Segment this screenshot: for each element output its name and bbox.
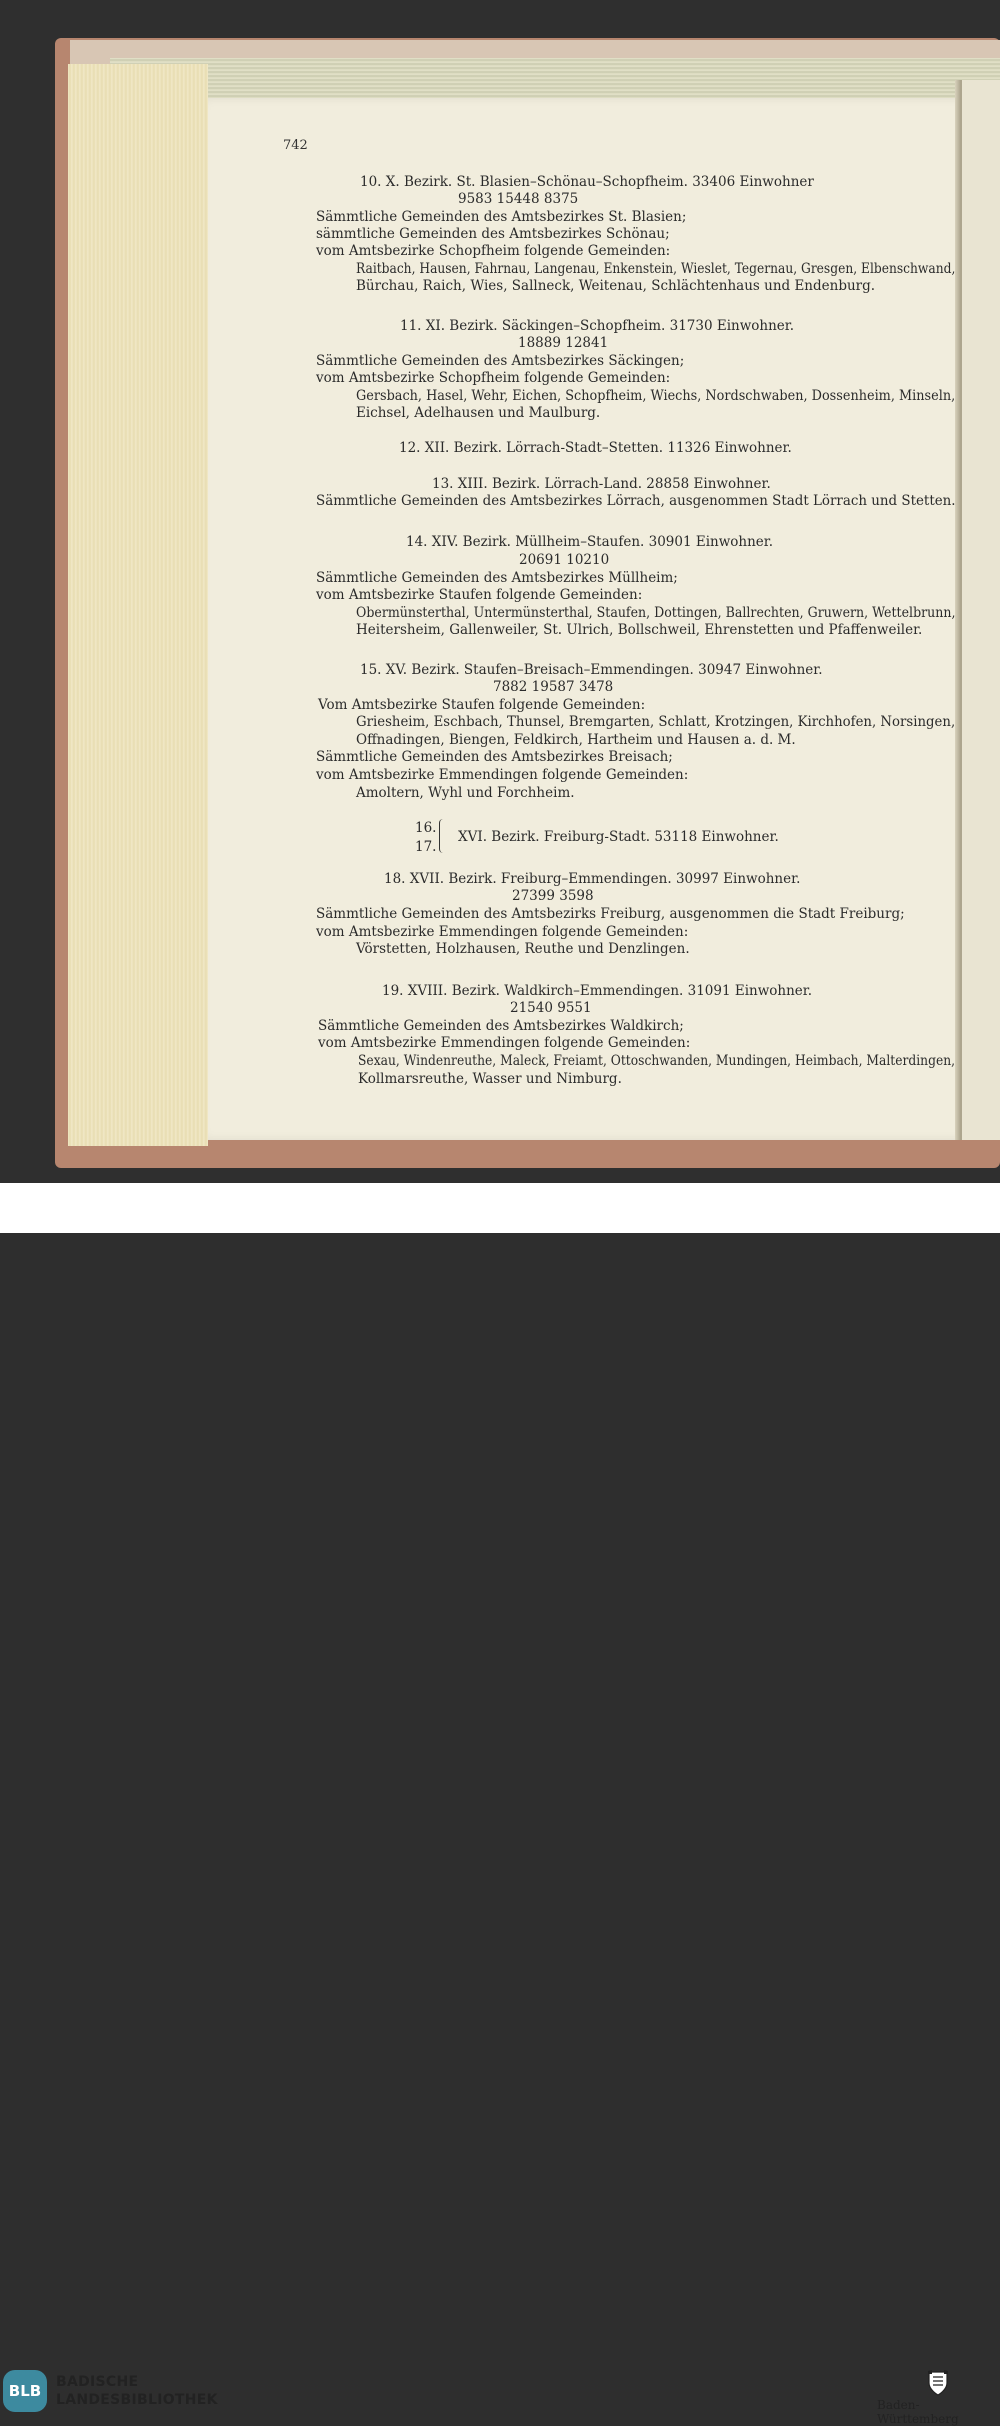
- text-line: 18. XVII. Bezirk. Freiburg–Emmendingen. 30997 Einwohner.: [384, 871, 801, 887]
- brace-16-17: [439, 819, 448, 853]
- page-edges-left: [68, 64, 208, 1146]
- library-name-line1: BADISCHE: [56, 2374, 139, 2390]
- text-line: 11. XI. Bezirk. Säckingen–Schopfheim. 31730 Einwohner.: [400, 318, 795, 334]
- coat-of-arms-icon: [926, 2369, 950, 2397]
- text-line: 20691 10210: [519, 552, 610, 568]
- text-line: 10. X. Bezirk. St. Blasien–Schönau–Schopfheim. 33406 Einwohner: [360, 174, 814, 190]
- text-line: Heitersheim, Gallenweiler, St. Ulrich, Bollschweil, Ehrenstetten und Pfaffenweiler.: [356, 622, 923, 638]
- text-line: Eichsel, Adelhausen und Maulburg.: [356, 405, 601, 421]
- facing-page: [962, 80, 1000, 1140]
- text-line: Vörstetten, Holzhausen, Reuthe und Denzlingen.: [356, 941, 690, 957]
- text-line: Sämmtliche Gemeinden des Amtsbezirkes Säckingen;: [316, 353, 685, 369]
- state-label: Baden-Württemberg: [877, 2398, 959, 2426]
- text-line: 12. XII. Bezirk. Lörrach-Stadt–Stetten. 11326 Einwohner.: [399, 440, 792, 456]
- text-line: vom Amtsbezirke Staufen folgende Gemeinden:: [316, 587, 643, 603]
- text-line: 21540 9551: [510, 1000, 592, 1016]
- text-line: sämmtliche Gemeinden des Amtsbezirkes Schönau;: [316, 226, 670, 242]
- text-line: Vom Amtsbezirke Staufen folgende Gemeinden:: [318, 697, 646, 713]
- text-line: 16.: [415, 820, 437, 836]
- text-line: Sämmtliche Gemeinden des Amtsbezirks Freiburg, ausgenommen die Stadt Freiburg;: [316, 906, 905, 922]
- scan-image: [0, 0, 1000, 1183]
- text-line: Sämmtliche Gemeinden des Amtsbezirkes Lörrach, ausgenommen Stadt Lörrach und Stetten.: [316, 493, 956, 509]
- text-line: 18889 12841: [518, 335, 609, 351]
- text-line: Amoltern, Wyhl und Forchheim.: [356, 785, 575, 801]
- text-line: Gersbach, Hasel, Wehr, Eichen, Schopfheim, Wiechs, Nordschwaben, Dossenheim, Minseln,: [356, 388, 956, 404]
- text-line: vom Amtsbezirke Emmendingen folgende Gemeinden:: [318, 1035, 691, 1051]
- text-line: 27399 3598: [512, 888, 594, 904]
- text-line: vom Amtsbezirke Emmendingen folgende Gemeinden:: [316, 924, 689, 940]
- text-line: Kollmarsreuthe, Wasser und Nimburg.: [358, 1071, 622, 1087]
- footer-bar: [0, 1183, 1000, 2426]
- library-name-line2: LANDESBIBLIOTHEK: [56, 2392, 218, 2408]
- page-number: 742: [283, 138, 308, 153]
- text-line: Raitbach, Hausen, Fahrnau, Langenau, Enkenstein, Wieslet, Tegernau, Gresgen, Elbenschwand,: [356, 261, 956, 277]
- text-line: Sexau, Windenreuthe, Maleck, Freiamt, Ottoschwanden, Mundingen, Heimbach, Malterdingen,: [358, 1053, 956, 1069]
- text-line: 7882 19587 3478: [493, 679, 614, 695]
- text-line: 13. XIII. Bezirk. Lörrach-Land. 28858 Einwohner.: [432, 476, 771, 492]
- text-line: Sämmtliche Gemeinden des Amtsbezirkes Waldkirch;: [318, 1018, 684, 1034]
- text-line: Obermünsterthal, Untermünsterthal, Staufen, Dottingen, Ballrechten, Gruwern, Wettelbrunn,: [356, 605, 956, 621]
- text-line: 17.: [415, 839, 437, 855]
- text-line: Bürchau, Raich, Wies, Sallneck, Weitenau, Schlächtenhaus und Endenburg.: [356, 278, 876, 294]
- text-line: 19. XVIII. Bezirk. Waldkirch–Emmendingen. 31091 Einwohner.: [382, 983, 813, 999]
- text-line: Sämmtliche Gemeinden des Amtsbezirkes St. Blasien;: [316, 209, 687, 225]
- text-line: XVI. Bezirk. Freiburg-Stadt. 53118 Einwohner.: [458, 829, 779, 845]
- page-edges-top: [110, 58, 1000, 98]
- text-line: vom Amtsbezirke Schopfheim folgende Gemeinden:: [316, 243, 671, 259]
- text-line: Offnadingen, Biengen, Feldkirch, Hartheim und Hausen a. d. M.: [356, 732, 796, 748]
- text-line: 15. XV. Bezirk. Staufen–Breisach–Emmendingen. 30947 Einwohner.: [360, 662, 823, 678]
- text-line: Sämmtliche Gemeinden des Amtsbezirkes Breisach;: [316, 749, 673, 765]
- text-line: Griesheim, Eschbach, Thunsel, Bremgarten, Schlatt, Krotzingen, Kirchhofen, Norsingen,: [356, 714, 956, 730]
- text-line: 9583 15448 8375: [458, 191, 579, 207]
- text-line: vom Amtsbezirke Schopfheim folgende Gemeinden:: [316, 370, 671, 386]
- text-line: Sämmtliche Gemeinden des Amtsbezirkes Müllheim;: [316, 570, 678, 586]
- text-line: vom Amtsbezirke Emmendingen folgende Gemeinden:: [316, 767, 689, 783]
- text-line: 14. XIV. Bezirk. Müllheim–Staufen. 30901 Einwohner.: [406, 534, 774, 550]
- blb-logo[interactable]: BLB: [3, 2370, 47, 2412]
